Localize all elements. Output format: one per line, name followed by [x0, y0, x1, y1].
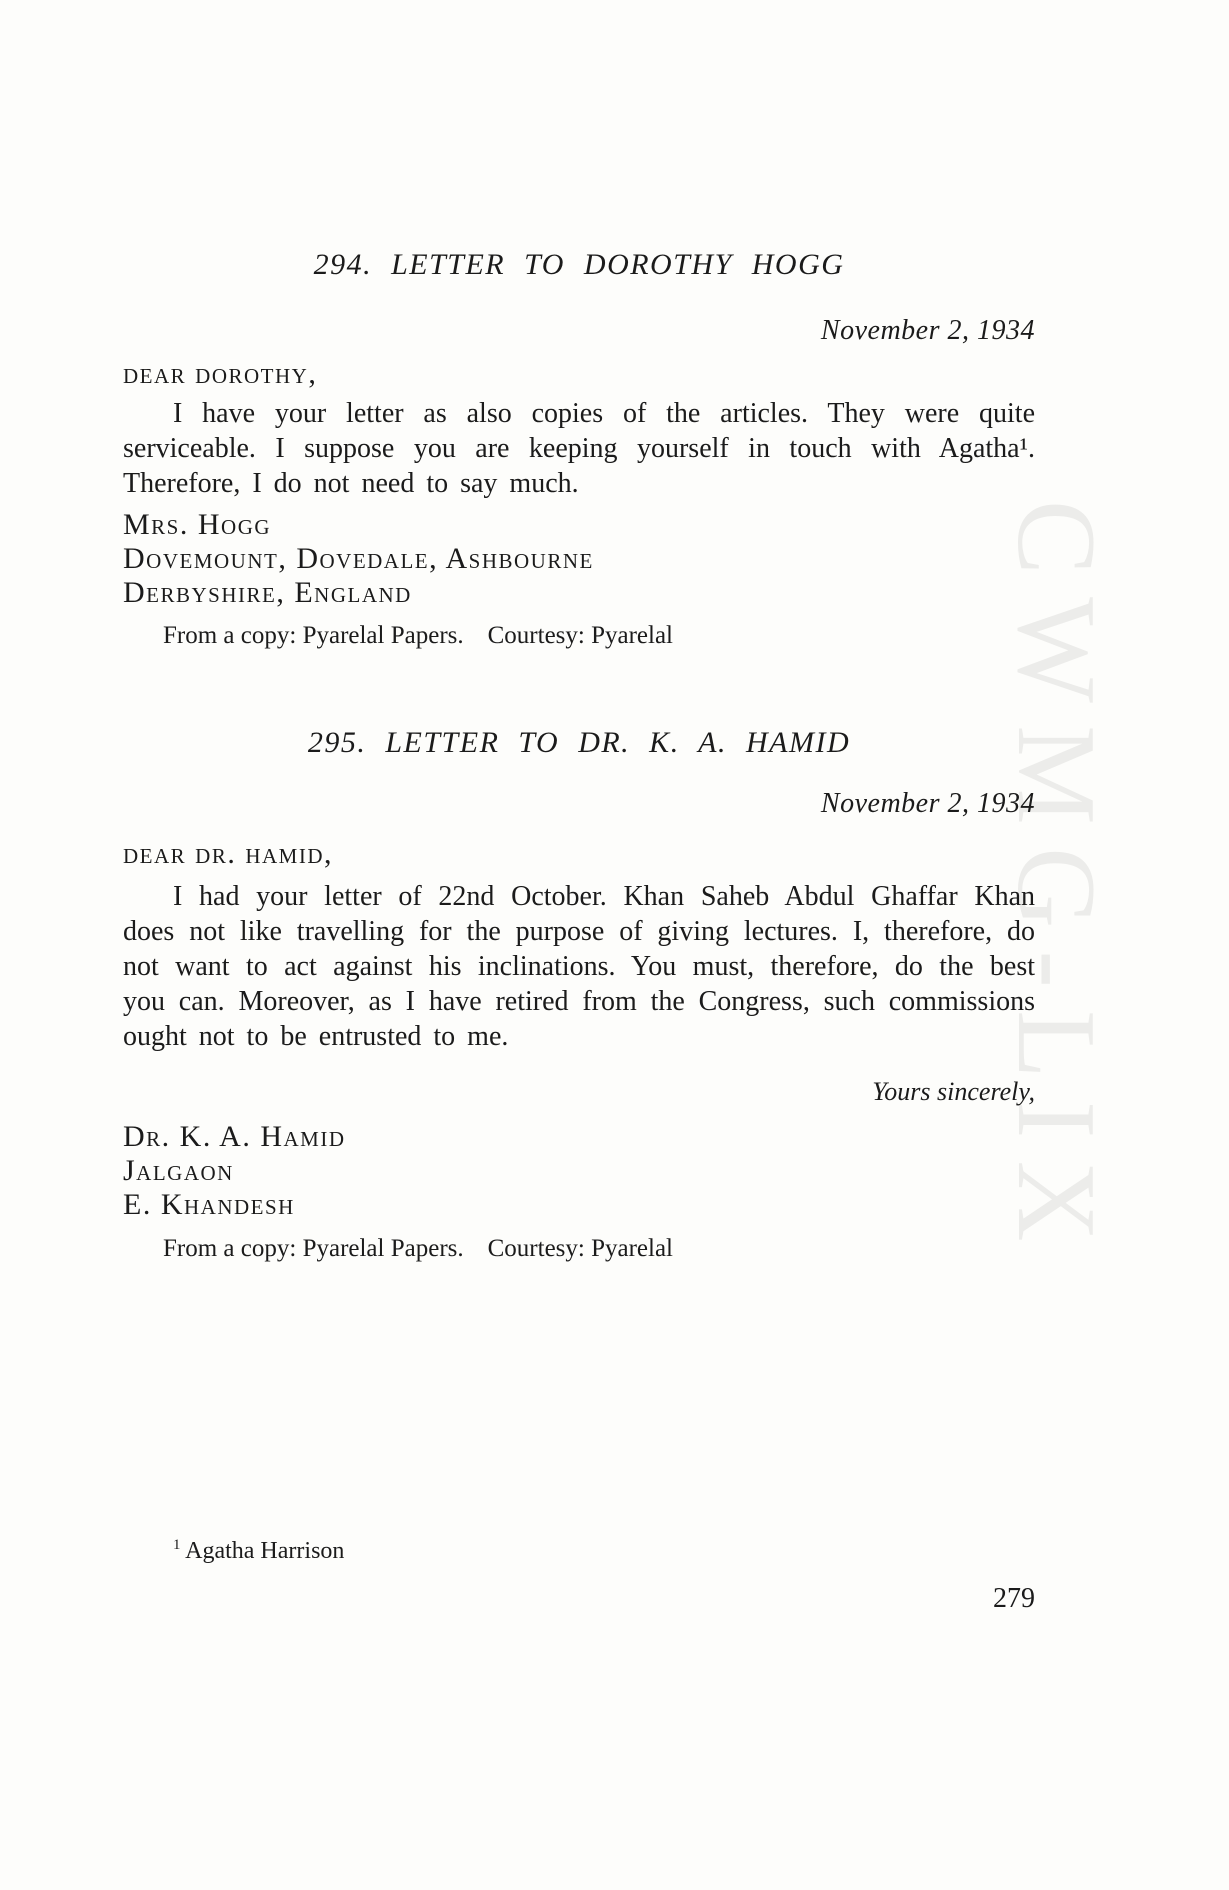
letter-295-recipient-address	[123, 1120, 1035, 1222]
letter-295-valediction: Yours sincerely,	[872, 1077, 1035, 1106]
page-number: 279	[993, 1583, 1035, 1614]
address-line: Derbyshire, England	[123, 576, 412, 609]
letter-294-source-line	[123, 621, 1075, 651]
courtesy-note: Courtesy: Pyarelal	[487, 1235, 674, 1262]
source-note: From a copy: Pyarelal Papers.	[163, 622, 464, 649]
letter-294-heading: 294. LETTER TO DOROTHY HOGG	[313, 248, 845, 281]
letter-295-date: November 2, 1934	[820, 788, 1035, 819]
letter-295-body: I had your letter of 22nd October. Khan Saheb Abdul Ghaffar Khan does not like travelling for the purpose of giving lectures. I, therefore, do not want to act against his inclinations. You must, therefore, do the best you can. Moreover, as I have retired from the Congress, such commissions ought not to be entrusted to me.	[123, 881, 1035, 1052]
letter-294-body: I have your letter as also copies of the articles. They were quite serviceable. I suppose you are keeping yourself in touch with Agatha¹. Therefore, I do not need to say much.	[123, 398, 1035, 499]
address-line: Dr. K. A. Hamid	[123, 1120, 346, 1153]
letter-295-salutation: dear dr. hamid,	[123, 837, 333, 870]
letter-295-heading: 295. LETTER TO DR. K. A. HAMID	[307, 726, 851, 759]
footnote-marker: 1	[173, 1537, 181, 1553]
address-line: E. Khandesh	[123, 1188, 295, 1221]
letter-294-recipient-address	[123, 508, 1035, 610]
footnote-text: Agatha Harrison	[185, 1538, 345, 1564]
address-line: Dovemount, Dovedale, Ashbourne	[123, 542, 594, 575]
letter-294-date: November 2, 1934	[820, 315, 1035, 346]
source-note: From a copy: Pyarelal Papers.	[163, 1235, 464, 1262]
letter-294-salutation: dear dorothy,	[123, 357, 318, 390]
address-line: Jalgaon	[123, 1154, 234, 1187]
address-line: Mrs. Hogg	[123, 508, 272, 541]
volume-watermark: CWMG-LIX	[994, 500, 1118, 1264]
courtesy-note: Courtesy: Pyarelal	[487, 622, 674, 649]
footnote	[173, 1537, 1085, 1565]
letter-295-source-line	[123, 1234, 1075, 1264]
